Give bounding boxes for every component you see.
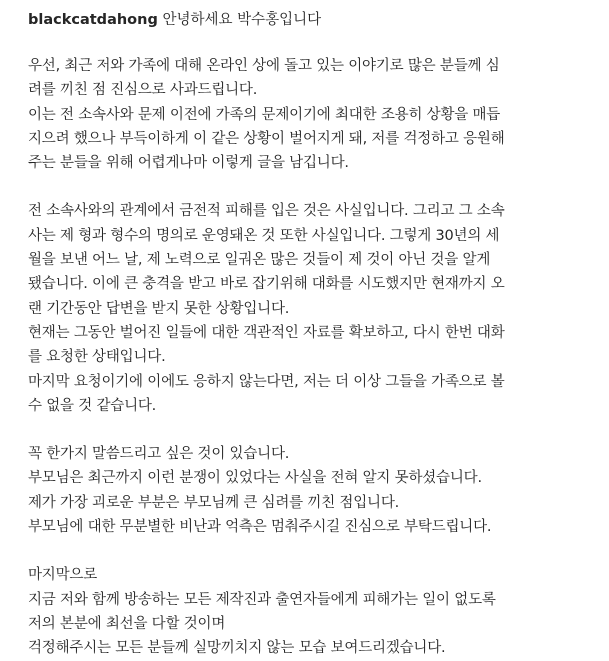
text-line: 현재는 그동안 벌어진 일들에 대한 객관적인 자료를 확보하고, 다시 한번 대화 <box>28 324 505 341</box>
paragraph-gap <box>28 539 581 563</box>
text-line: 됐습니다. 이에 큰 충격을 받고 바로 잡기위해 대화를 시도했지만 현재까지 오 <box>28 276 505 293</box>
text-line: 부모님에 대한 무분별한 비난과 억측은 멈춰주시길 진심으로 부탁드립니다. <box>28 519 492 536</box>
caption-header <box>28 8 581 32</box>
text-line: 제가 가장 괴로운 부분은 부모님께 큰 심려를 끼친 점입니다. <box>28 494 400 511</box>
text-line: 걱정해주시는 모든 분들께 실망끼치지 않는 모습 보여드리겠습니다. <box>28 640 446 657</box>
paragraph-gap <box>28 418 581 442</box>
text-line: 꼭 한가지 말씀드리고 싶은 것이 있습니다. <box>28 446 290 463</box>
greeting-text: 안녕하세요 박수홍입니다 <box>162 12 322 28</box>
text-line: 사는 제 형과 형수의 명의로 운영돼온 것 또한 사실입니다. 그렇게 30년의 세 <box>28 227 500 244</box>
text-line: 우선, 최근 저와 가족에 대해 온라인 상에 돌고 있는 이야기로 많은 분들께 심 <box>28 58 500 74</box>
paragraph-closing <box>28 563 581 660</box>
text-line: 부모님은 최근까지 이런 분쟁이 있었다는 사실을 전혀 알지 못하셨습니다. <box>28 470 482 487</box>
paragraph-apology <box>28 54 581 175</box>
text-line: 려를 끼친 점 진심으로 사과드립니다. <box>28 82 258 99</box>
paragraph-parents <box>28 442 581 539</box>
text-line: 저의 본분에 최선을 다할 것이며 <box>28 615 226 632</box>
paragraph-agency-dispute <box>28 199 581 418</box>
text-line: 전 소속사와의 관계에서 금전적 피해를 입은 것은 사실입니다. 그리고 그 소속 <box>28 203 505 220</box>
text-line: 지으려 했으나 부득이하게 이 같은 상황이 벌어지게 돼, 저를 걱정하고 응원해 <box>28 130 505 147</box>
text-line: 마지막 요청이기에 이에도 응하지 않는다면, 저는 더 이상 그들을 가족으로 볼 <box>28 373 505 390</box>
paragraph-gap <box>28 175 581 199</box>
text-line: 마지막으로 <box>28 567 98 584</box>
text-line: 지금 저와 함께 방송하는 모든 제작진과 출연자들에게 피해가는 일이 없도록 <box>28 591 496 608</box>
text-line: 를 요청한 상태입니다. <box>28 349 166 366</box>
text-line: 주는 분들을 위해 어렵게나마 이렇게 글을 남깁니다. <box>28 155 349 172</box>
text-line: 이는 전 소속사와 문제 이전에 가족의 문제이기에 최대한 조용히 상황을 매듭 <box>28 106 501 123</box>
text-line: 수 없을 것 같습니다. <box>28 397 157 414</box>
text-line: 월을 보낸 어느 날, 제 노력으로 일궈온 많은 것들이 제 것이 아닌 것을 알게 <box>28 252 491 269</box>
username-link[interactable]: blackcatdahong <box>28 12 158 28</box>
text-line: 랜 기간동안 답변을 받지 못한 상황입니다. <box>28 300 290 317</box>
